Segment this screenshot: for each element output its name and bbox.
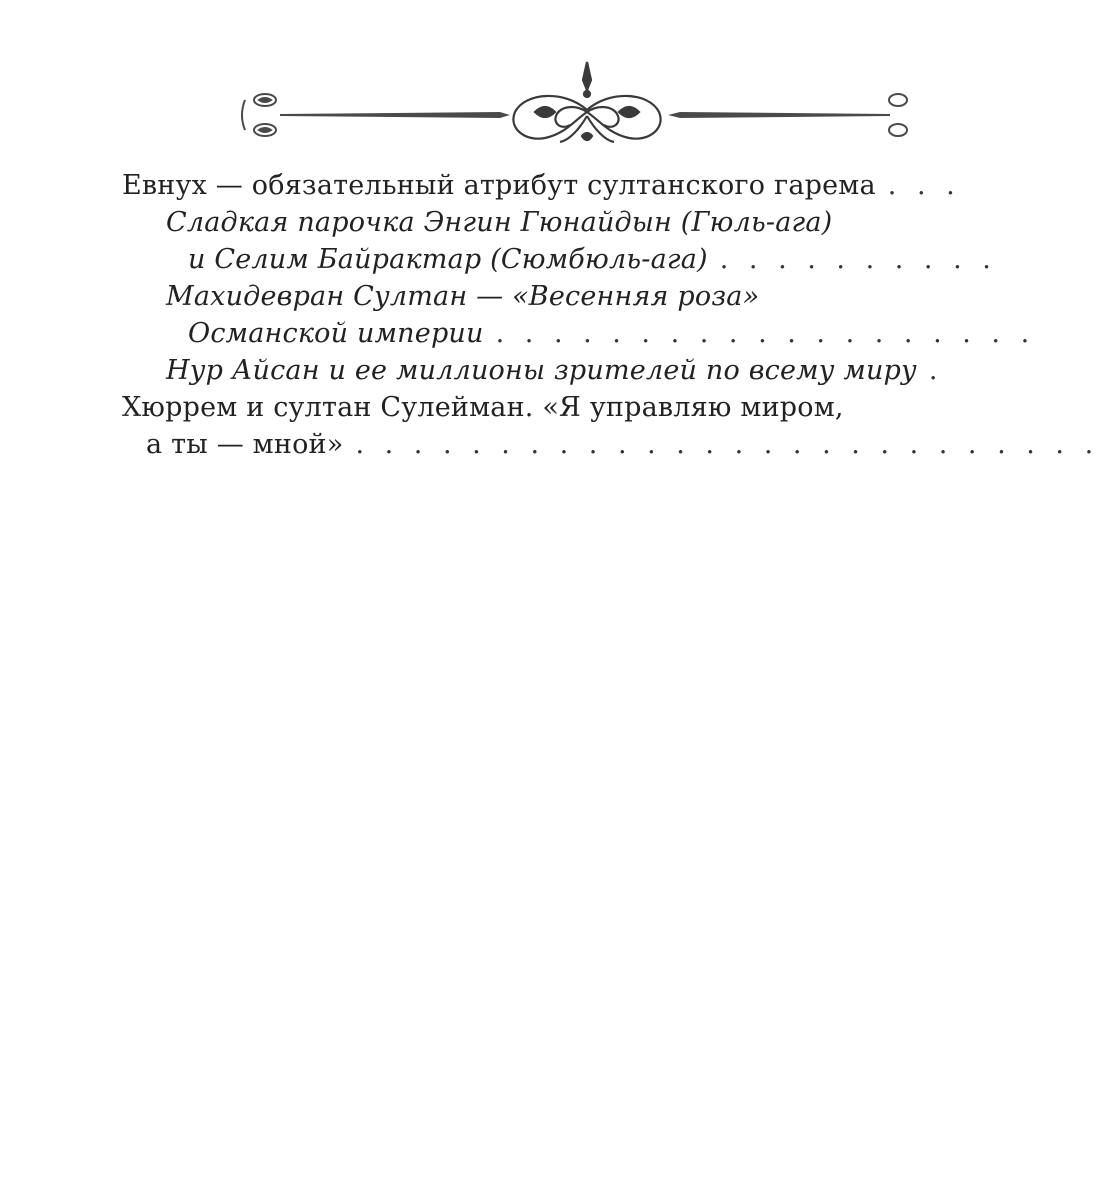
left-rule bbox=[280, 112, 510, 118]
toc-dot-leaders: . bbox=[928, 355, 944, 386]
toc-entry-title: Османской империи bbox=[188, 318, 484, 349]
right-rule bbox=[668, 112, 890, 118]
toc-entry bbox=[0, 241, 997, 278]
toc-entry bbox=[0, 352, 944, 389]
toc-entry-title: Махидевран Султан — «Весенняя роза» bbox=[166, 281, 760, 312]
toc-dot-leaders: . . . . . . . . . . bbox=[719, 244, 997, 275]
toc-entry bbox=[0, 204, 900, 241]
toc-dot-leaders: . . . bbox=[887, 170, 961, 201]
left-leaf-icon bbox=[242, 94, 276, 136]
toc-entry bbox=[0, 278, 900, 315]
toc-entry bbox=[0, 315, 1036, 352]
central-flourish-icon bbox=[513, 62, 660, 142]
table-of-contents bbox=[0, 165, 1099, 475]
toc-dot-leaders: . . . . . . . . . . . . . . . . . . . . . . . . . . bbox=[355, 429, 1099, 460]
right-leaf-icon bbox=[889, 94, 907, 136]
toc-entry-title: а ты — мной» bbox=[146, 429, 344, 460]
toc-entry-title: и Селим Байрактар (Сюмбюль-ага) bbox=[188, 244, 708, 275]
toc-entry-title: Хюррем и султан Сулейман. «Я управляю миром, bbox=[122, 392, 844, 423]
toc-entry bbox=[0, 167, 961, 204]
toc-entry-title: Евнух — обязательный атрибут султанского гарема bbox=[122, 170, 876, 201]
toc-entry bbox=[0, 426, 1099, 463]
toc-dot-leaders: . . . . . . . . . . . . . . . . . . . bbox=[495, 318, 1036, 349]
toc-entry-title: Сладкая парочка Энгин Гюнайдын (Гюль-ага) bbox=[166, 207, 833, 238]
toc-entry bbox=[0, 389, 900, 426]
toc-entry-title: Нур Айсан и ее миллионы зрителей по всему миру bbox=[166, 355, 917, 386]
flourish-divider-icon bbox=[0, 50, 900, 160]
